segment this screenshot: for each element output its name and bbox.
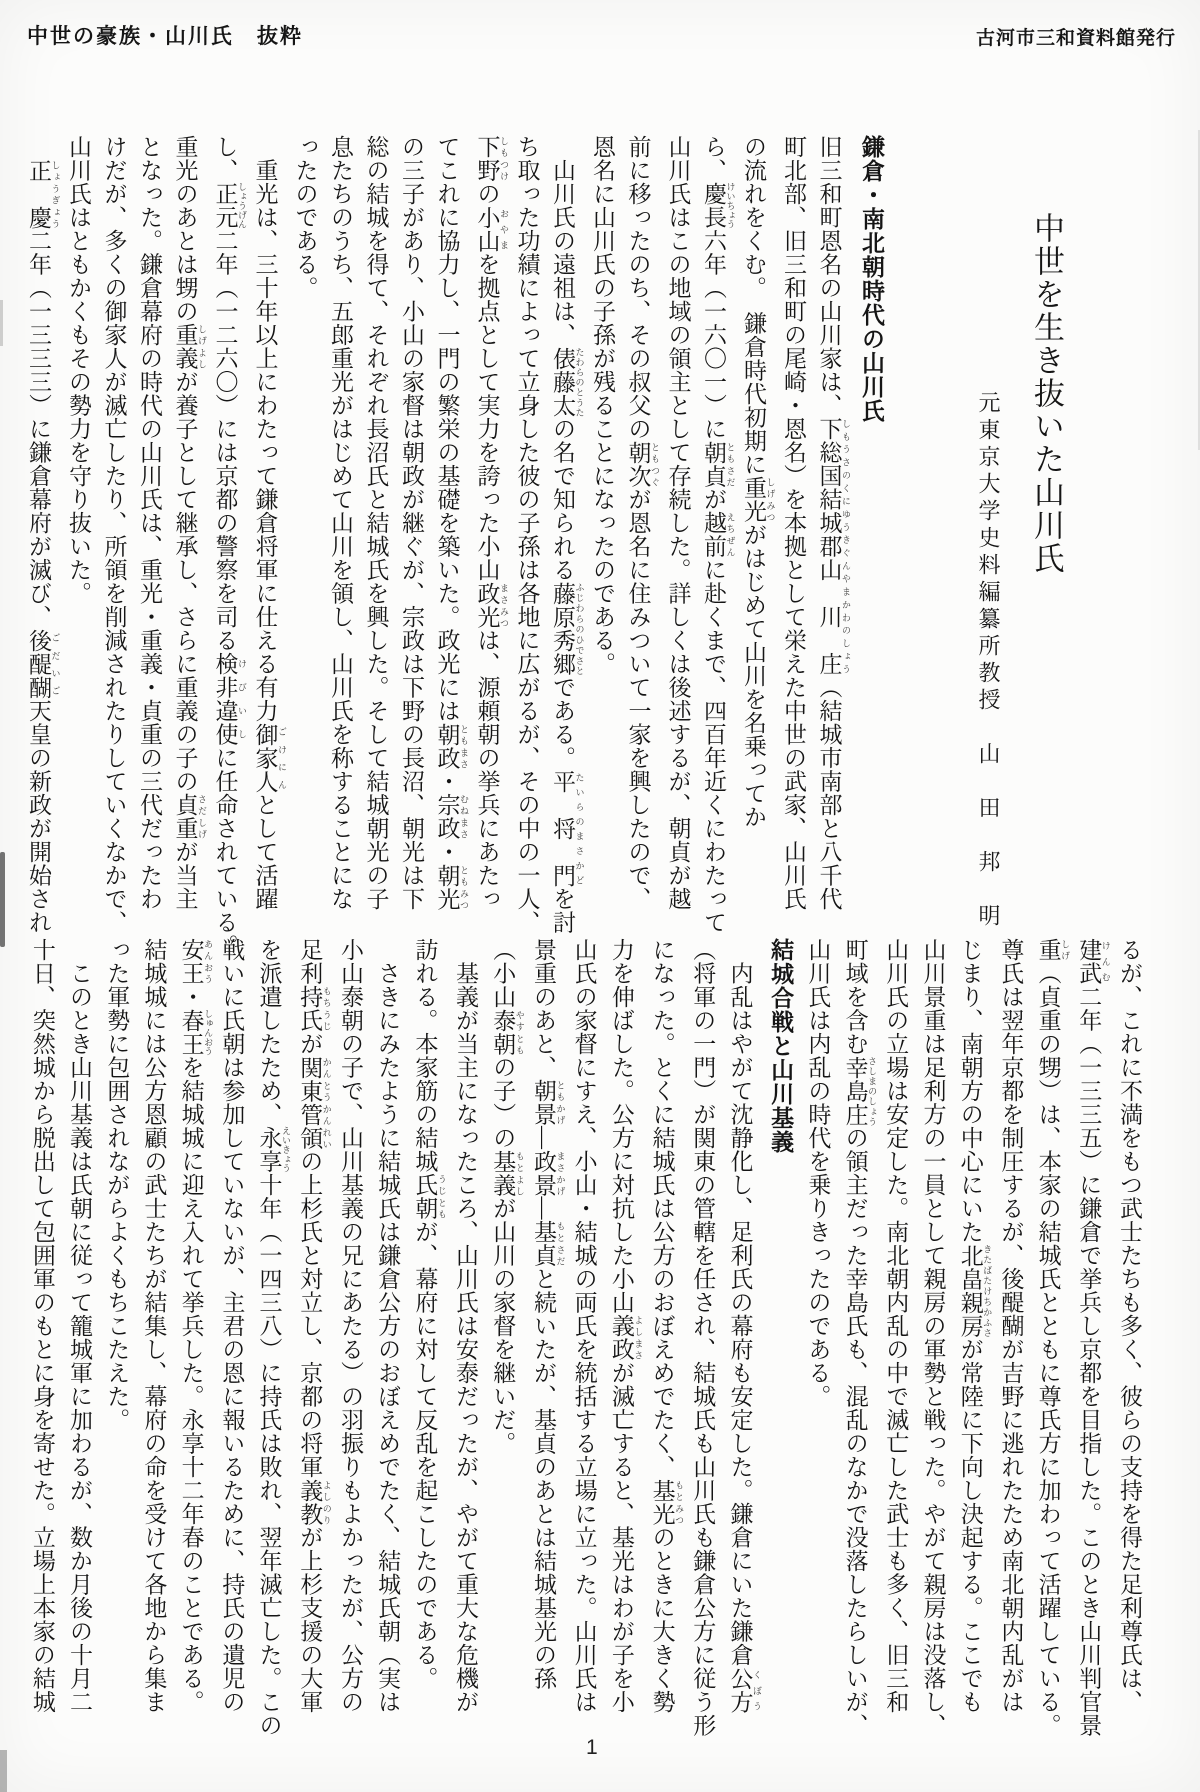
text-column: 前に移ったのち、その叔父の朝次 ともつぐが恩名に住みついて一家を興したので、 [625,135,660,911]
furigana-annotated-text: 朝次 ともつぐ [625,440,660,488]
text-column: 建武 けんむ二年（一三三五）に鎌倉で挙兵し京都を目指した。このとき山川判官景 [1076,938,1111,1737]
furigana-annotated-text: 正元 しょうげん [212,182,247,229]
section1-columns-group [21,135,852,958]
text-column: となった。鎌倉幕府の時代の山川氏は、重光・重義・貞重の三代だったわ [137,135,162,911]
text-column: 下野 しもつけの小山 おやまを拠点として実力を誇った小山政光 まさみつは、源頼朝の挙兵にあたっ [474,135,509,911]
text-column: 正 慶 しょうぎょう二年（一三三三）に鎌倉幕府が滅び、後醍醐 ごだいご天皇の新政が開始され [26,158,61,934]
page-number: 1 [586,1736,598,1759]
text-column: 町北部、旧三和町の尾崎・恩名）を本拠として栄えた中世の武家、山川氏 [781,135,806,911]
text-column: 内乱はやがて沈静化し、足利氏の幕府も安定した。鎌倉にいた鎌倉公方 くぼう [727,938,762,1714]
text-column: 十日、突然城から脱出して包囲軍のもとに身を寄せた。立場上本家の結城 [29,938,55,1714]
text-column: の流れをくむ。 鎌倉時代初期に重光 しげみつがはじめて山川を名乗ってか [741,135,776,829]
furigana-annotated-text: 平 将 門 たいらのまさかど [550,769,585,887]
lower-text-band [24,938,1148,1737]
furigana-annotated-text: 朝貞 ともさだ [701,440,736,488]
text-column: 総の結城を得て、それぞれ長沼氏と結城氏を興した。そして結城朝光の子 [363,135,389,911]
furigana-annotated-text: 基光 もとみつ [649,1478,685,1526]
text-column: 山川氏はこの地域の領主として存続した。詳しくは後述するが、朝貞が越 [665,135,691,911]
furigana-annotated-text: 安王 あんおう [178,938,214,985]
section1-continued-columns-group [799,938,1148,1737]
text-column: 基義が当主になったころ、山川氏は安泰だったが、やがて重大な危機が [453,938,479,1714]
furigana-annotated-text: 藤原秀郷 ふじわらのひでさと [550,581,585,676]
text-column: 安王 あんおう・春王 しゅんおうを結城城に迎え入れて挙兵した。永享十二年春のことである。 [178,938,214,1714]
text-column: 小山泰朝の子で、山川基義の兄にあたる）の羽振りもよかったが、公方の [337,938,363,1714]
text-column: じまり、南朝方の中心にいた北畠親房 きたばたけちかふさが常陸に下向し決起する。ここでも [957,938,993,1714]
furigana-annotated-text: 幸島庄 さしまのしょう [842,1055,878,1126]
furigana-annotated-text: 重光 しげみつ [741,476,776,523]
text-column: になった。とくに結城氏は公方のおぼえめでたく、基光 もとみつのときに大きく勢 [649,938,685,1714]
text-column: 重 しげ（貞重の甥）は、本家の結城氏とともに尊氏方に加わって活躍している。 [1035,938,1071,1737]
document-header-title: 中世の豪族・山川氏 抜粋 [27,25,303,48]
furigana-annotated-text: 下総国結城郡山 川 庄 しもうさのくにゆうきぐんやまかわのしょう [816,417,851,676]
furigana-annotated-text: 重 しげ [1035,938,1071,962]
text-column: 恩名に山川氏の子孫が残ることになったのである。 [590,135,615,676]
text-column: てこれに協力し、一門の繁栄の基礎を築いた。政光には朝政 ともまさ・宗政 むねまさ・朝光 ともみつ [434,135,469,911]
furigana-annotated-text: 小山 おやま [474,205,509,253]
text-column: 山川氏はともかくもその勢力を守り抜いた。 [66,135,91,605]
furigana-annotated-text: 朝光 ともみつ [434,863,469,911]
section2-heading: 結城合戦と山川基義 [768,938,795,1154]
text-column: 訪れる。本家筋の結城氏朝 うじともが、幕府に対して反乱を起こしたのである。 [412,938,447,1690]
text-column: った軍勢に包囲されながらよくもちこたえた。 [104,938,130,1432]
furigana-annotated-text: 北畠親房 きたばたけちかふさ [957,1243,993,1338]
furigana-annotated-text: 義教 よしのり [297,1478,332,1526]
furigana-annotated-text: 慶長 けいちょう [701,182,736,229]
furigana-annotated-text: 持氏 もちうじ [297,985,332,1032]
furigana-annotated-text: 泰朝 やすとも [490,1008,525,1056]
furigana-annotated-text: 下野 しもつけ [474,135,509,182]
text-column: 山川景重は足利方の一員として親房の軍勢と戦った。やがて親房は没落し、 [920,938,946,1737]
text-column: 尊氏は翌年京都を制圧するが、後醍醐が吉野に逃れたため南北朝内乱がは [998,938,1024,1714]
text-column: 重光のあとは甥の重義 しげよしが養子として継承し、さらに重義の子の貞重 さだしげが当主 [172,135,207,911]
furigana-annotated-text: 検非違使 けびいし [212,652,247,746]
furigana-annotated-text: 政光 まさみつ [474,581,509,629]
text-column: 戦いに氏朝は参加していないが、主君の恩に報いるために、持氏の遺児の [219,938,245,1714]
text-column: 足利持氏 もちうじが関東管領 かんとうかんれいの上杉氏と対立し、京都の将軍義教 よしのりが上杉支援の大軍 [297,938,332,1714]
section1-heading: 鎌倉・南北朝時代の山川氏 [859,135,885,423]
furigana-annotated-text: 後醍醐 ごだいご [26,628,61,699]
article-author: 元東京大学史料編纂所教授 山 田 邦 明 [976,391,1001,931]
furigana-annotated-text: 永享 えいきょう [256,1126,292,1173]
furigana-annotated-text: 基貞 もとさだ [530,1220,566,1267]
text-column: 旧三和町恩名の山川家は、下総国結城郡山 川 庄 しもうさのくにゆうきぐんやまかわのしょう（結城市南部と八千代 [816,135,851,911]
furigana-annotated-text: 朝政 ともまさ [434,722,469,770]
text-column: ち取った功績によって立身した彼の子孫は各地に広がるが、その中の一人、 [514,135,540,934]
scan-artifact [0,852,5,947]
furigana-annotated-text: 宗政 むねまさ [434,793,469,840]
furigana-annotated-text: 氏朝 うじとも [412,1173,447,1220]
text-column: 結城城には公方恩顧の武士たちが結集し、幕府の命を受けて各地から集ま [141,938,167,1714]
article-title: 中世を生き抜いた山川氏 [1029,212,1064,575]
furigana-annotated-text: 俵藤太 たわらのとうた [550,346,585,417]
furigana-annotated-text: 関東管領 かんとうかんれい [297,1055,332,1150]
furigana-annotated-text: 基義 もとよし [490,1149,525,1197]
text-column: （小山泰朝 やすともの子）の基義 もとよしが山川の家督を継いだ。 [490,938,525,1455]
text-column: し、正元 しょうげん二年（一二六〇）には京都の警察を司る検非違使 けびいしに任命されている。 [212,135,247,958]
text-column: けだが、多くの御家人が滅亡したり、所領を削減されたりしていくなかで、 [101,135,127,934]
text-column: （将軍の一門）が関東の管轄を任され、結城氏も山川氏も鎌倉公方に従う形 [690,938,716,1737]
text-column: 重光は、三十年以上にわたって鎌倉将軍に仕える有力御家人 ごけにんとして活躍 [252,135,287,911]
text-column: るが、これに不満をもつ武士たちも多く、彼らの支持を得た足利尊氏は、 [1117,938,1142,1714]
text-column: ら、慶長 けいちょう六年（一六〇一）に朝貞 ともさだが越前 えちぜんに赴くまで、四百年近くにわたって [701,135,736,934]
furigana-annotated-text: 春王 しゅんおう [178,1008,214,1056]
text-column: を派遣したため、永享 えいきょう十年（一四三八）に持氏は敗れ、翌年滅亡した。この [256,938,292,1737]
text-column: 山川氏は内乱の時代を乗りきったのである。 [805,938,831,1408]
furigana-annotated-text: 御家人 ごけにん [252,722,287,793]
furigana-annotated-text: 建武 けんむ [1076,938,1111,985]
text-column: の三子があり、小山の家督は朝政が継ぐが、宗政は下野の長沼、朝光は下 [399,135,424,911]
text-column: 息たちのうち、五郎重光がはじめて山川を領し、山川氏を称することにな [328,135,353,911]
furigana-annotated-text: 朝景 ともかげ [530,1079,566,1126]
furigana-annotated-text: 越前 えちぜん [701,511,736,558]
furigana-annotated-text: 重義 しげよし [172,323,207,370]
text-column: 力を伸ばした。公方に対抗した小山義政 よしまさが滅亡すると、基光はわが子を小 [608,938,644,1714]
text-column: このとき山川基義は氏朝に従って籠城軍に加わるが、数か月後の十月二 [67,938,93,1714]
text-column: 景重のあと、朝景 ともかげ―政景 まさかげ―基貞 もとさだと続いたが、基貞のあとは結城基光の孫 [530,938,566,1690]
text-column: ったのである。 [292,135,318,300]
furigana-annotated-text: 義政 よしまさ [608,1314,644,1361]
furigana-annotated-text: 正 慶 しょうぎょう [26,158,61,229]
furigana-annotated-text: 政景 まさかげ [530,1149,566,1197]
document-header-publisher: 古河市三和資料館発行 [975,28,1176,49]
text-column: さきにみたように結城氏は鎌倉公方のおぼえめでたく、結城氏朝（実は [375,938,401,1714]
text-column: 町域を含む幸島庄 さしまのしょうの領主だった幸島氏も、混乱のなかで没落したらしいが、 [842,938,878,1737]
furigana-annotated-text: 貞重 さだしげ [172,793,207,840]
text-column: 山川氏の遠祖は、俵藤太 たわらのとうたの名で知られる藤原秀郷 ふじわらのひでさとである。平 将 門 たいらのまさかどを討 [550,135,585,934]
furigana-annotated-text: 公方 くぼう [727,1666,762,1714]
text-column: 山氏の家督にすえ、小山・結城の両氏を統括する立場に立った。山川氏は [571,938,597,1714]
text-column: 山川氏の立場は安定した。南北朝内乱の中で滅亡した武士も多く、旧三和 [883,938,909,1714]
section2-columns-group [24,938,762,1737]
scan-artifact [0,300,3,346]
scan-artifact [0,1750,7,1792]
